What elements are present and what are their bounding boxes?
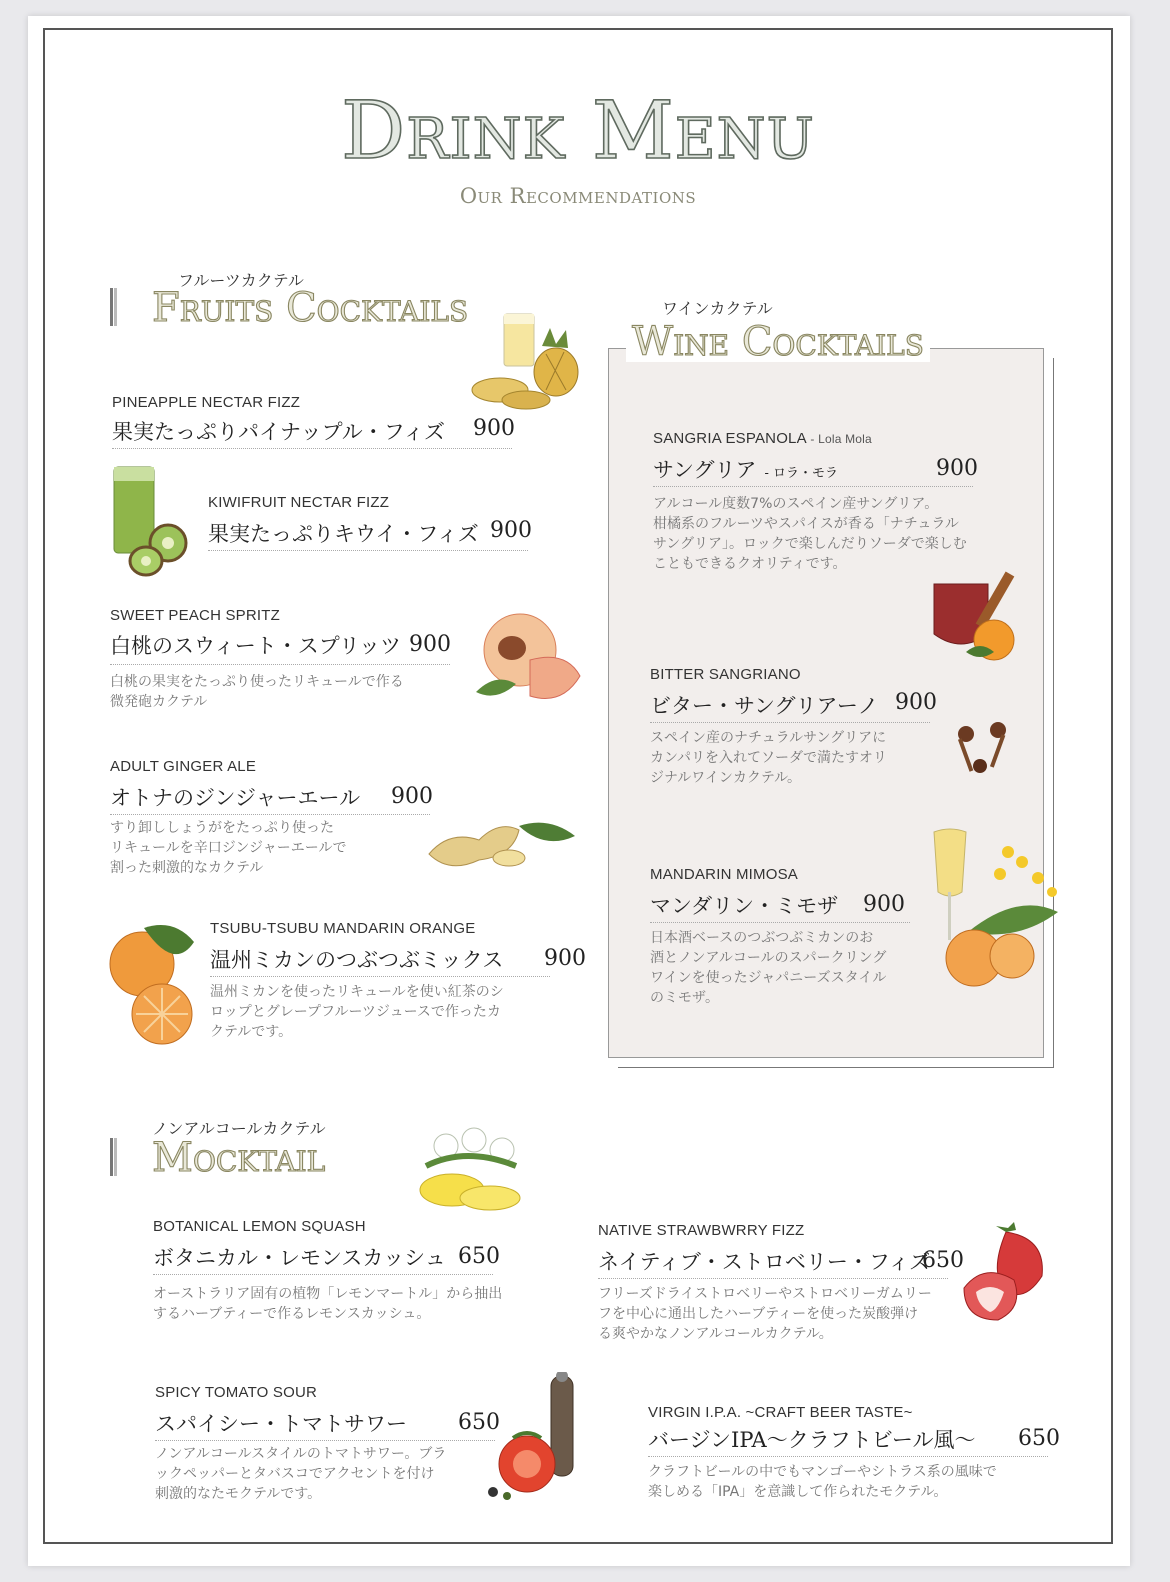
item-jp-name: マンダリン・ミモザ (650, 894, 839, 918)
strawberry-illustration (958, 1222, 1053, 1332)
item-en-name: TSUBU-TSUBU MANDARIN ORANGE (210, 920, 476, 937)
item-price: 650 (922, 1248, 964, 1273)
dotted-divider (112, 448, 512, 449)
item-jp-name: 温州ミカンのつぶつぶミックス (210, 948, 504, 972)
item-jp-name: ネイティブ・ストロベリー・フィズ (598, 1250, 931, 1274)
item-price: 650 (458, 1244, 500, 1269)
item-price: 900 (473, 416, 515, 441)
menu-page (28, 16, 1130, 1566)
item-price: 900 (391, 784, 433, 809)
dotted-divider (650, 922, 910, 923)
item-en-name: ADULT GINGER ALE (110, 758, 257, 775)
menu-subtitle: Our Recommendations (459, 184, 697, 208)
item-description: 日本酒ベースのつぶつぶミカンのお 酒とノンアルコールのスパークリング ワインを使ったジャパニーズスタイル のミモザ。 (650, 930, 887, 1006)
item-jp-name: 果実たっぷりキウイ・フィズ (208, 522, 479, 546)
dotted-divider (650, 722, 930, 723)
item-jp-name: ビター・サングリアーノ (650, 694, 879, 718)
fruits-section-jp: フルーツカクテル (178, 271, 304, 290)
fruits-section-title: Fruits Cocktails (152, 285, 469, 331)
mimosa-illustration (928, 822, 1068, 997)
item-description: 温州ミカンを使ったリキュールを使い紅茶のシ ロップとグレープフルーツジュースで作ったカ クテルです。 (210, 984, 504, 1040)
item-jp-name: スパイシー・トマトサワー (155, 1412, 407, 1436)
item-description: 白桃の果実をたっぷり使ったリキュールで作る 微発砲カクテル (110, 674, 404, 710)
dotted-divider (648, 1456, 1048, 1457)
item-description: スペイン産のナチュラルサングリアに カンパリを入れてソーダで満たすオリ ジナルワインカクテル。 (650, 730, 887, 786)
kiwi-juice-illustration (108, 461, 193, 581)
dotted-divider (110, 814, 430, 815)
item-en-name: PINEAPPLE NECTAR FIZZ (112, 394, 301, 411)
dotted-divider (110, 664, 450, 665)
dotted-divider (210, 976, 550, 977)
item-price: 900 (409, 632, 451, 657)
item-description: アルコール度数7%のスペイン産サングリア。 柑橘系のフルーツやスパイスが香る「ナチュラル サングリア」。ロックで楽しんだりソーダで楽しむ こともできるクオリティです。 (653, 496, 967, 572)
wine-section-title: Wine Cocktails (626, 322, 930, 362)
item-en-name: SANGRIA ESPANOLA - Lola Mola (653, 430, 872, 447)
item-description: ノンアルコールスタイルのトマトサワー。ブラ ックペッパーとタバスコでアクセントを付け 刺激的なたモクテルです。 (155, 1446, 447, 1502)
dotted-divider (653, 486, 973, 487)
dotted-divider (208, 550, 528, 551)
item-jp-name: バージンIPA～クラフトビール風～ (648, 1428, 976, 1452)
item-jp-name: 果実たっぷりパイナップル・フィズ (112, 420, 446, 444)
dotted-divider (155, 1440, 495, 1441)
item-description: クラフトビールの中でもマンゴーやシトラス系の風味で 楽しめる「IPA」を意識して作られたモクテル。 (648, 1464, 997, 1500)
item-description: オーストラリア固有の植物「レモンマートル」から抽出 するハーブティーで作るレモンスカッシュ。 (153, 1286, 503, 1322)
item-jp-name: 白桃のスウィート・スプリッツ (110, 634, 402, 658)
dotted-divider (153, 1274, 493, 1275)
peach-illustration (472, 608, 592, 708)
sangria-illustration (926, 564, 1036, 664)
item-en-name: SPICY TOMATO SOUR (155, 1384, 318, 1401)
clove-illustration (946, 716, 1026, 781)
section-bar (110, 1138, 117, 1176)
item-price: 900 (936, 456, 978, 481)
item-price: 900 (490, 518, 532, 543)
mocktail-section-jp: ノンアルコールカクテル (152, 1119, 326, 1138)
menu-title: Drink Menu (341, 84, 815, 177)
mandarin-illustration (104, 918, 204, 1048)
item-price: 900 (544, 946, 586, 971)
item-jp-name: ボタニカル・レモンスカッシュ (153, 1246, 446, 1270)
item-description: すり卸ししょうがをたっぷり使った リキュールを辛口ジンジャーエールで 割った刺激的なカクテル (110, 820, 347, 876)
item-jp-name: サングリア - ロラ・モラ (653, 458, 839, 482)
ginger-illustration (423, 806, 583, 876)
pineapple-juice-illustration (468, 306, 588, 416)
item-price: 900 (895, 690, 937, 715)
item-price: 900 (863, 892, 905, 917)
item-en-name: MANDARIN MIMOSA (650, 866, 799, 883)
item-en-name: KIWIFRUIT NECTAR FIZZ (208, 494, 390, 511)
item-jp-name: オトナのジンジャーエール (110, 786, 361, 810)
dotted-divider (598, 1278, 948, 1279)
wine-section-jp: ワインカクテル (662, 299, 773, 318)
item-en-name: NATIVE STRAWBWRRY FIZZ (598, 1222, 805, 1239)
item-en-name: VIRGIN I.P.A. ~CRAFT BEER TASTE~ (648, 1404, 913, 1421)
tomato-pepper-mill-illustration (483, 1372, 598, 1502)
item-description: フリーズドライストロベリーやストロベリーガムリー フを中心に通出したハーブティーを使った炭酸弾け る爽やかなノンアルコールカクテル。 (598, 1286, 932, 1342)
mocktail-section-title: Mocktail (152, 1135, 326, 1181)
item-price: 650 (1018, 1426, 1060, 1451)
item-en-name: BOTANICAL LEMON SQUASH (153, 1218, 366, 1235)
section-bar (110, 288, 117, 326)
item-price: 650 (458, 1410, 500, 1435)
item-en-name: SWEET PEACH SPRITZ (110, 607, 281, 624)
item-en-name: BITTER SANGRIANO (650, 666, 801, 683)
lemon-flower-illustration (406, 1126, 536, 1216)
